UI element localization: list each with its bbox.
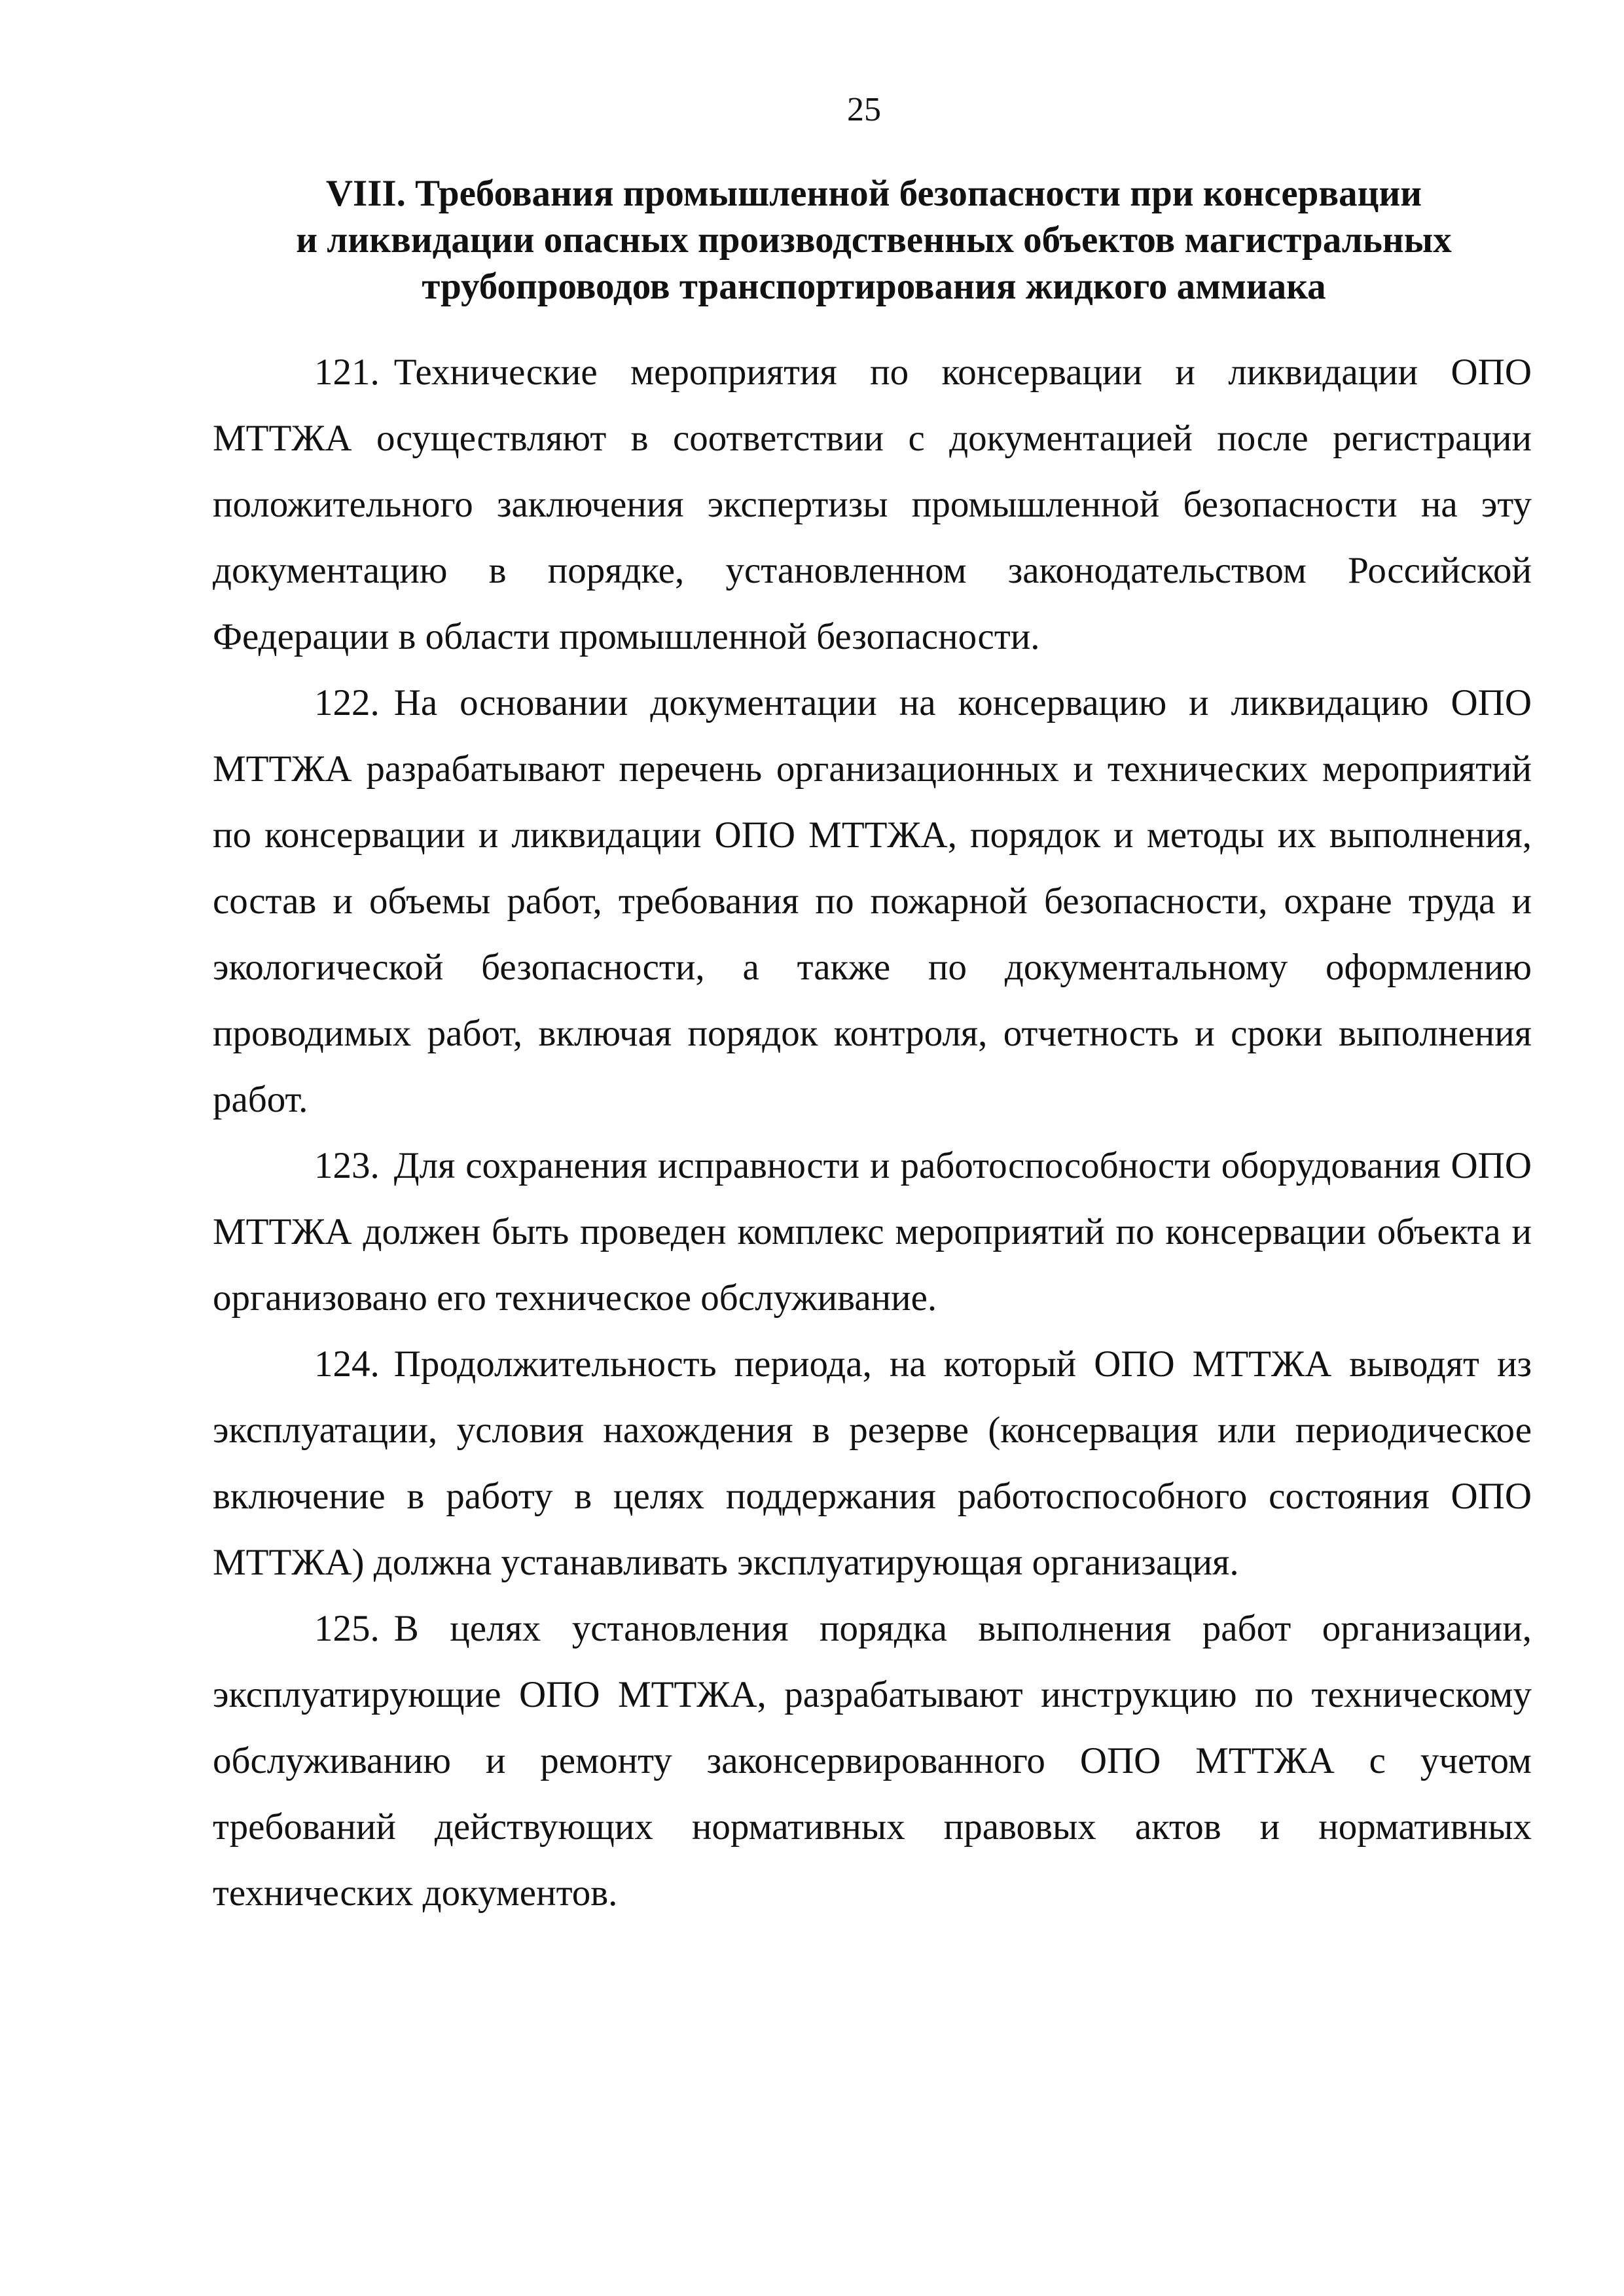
paragraph-125: [213, 1595, 1532, 1926]
section-title: [255, 170, 1492, 310]
section-title-line-1: VIII. Требования промышленной безопасности при консервации: [325, 173, 1422, 214]
page-number: 25: [847, 91, 881, 128]
paragraph-text: Технические мероприятия по консервации и ликвидации ОПО МТТЖА осуществляют в соответствии с документацией после регистрации положительного заключения экспертизы промышленной безопасности на эту документацию в порядке, установленном законодательством Российской Федерации в области промышленной безопасности.: [213, 352, 1532, 657]
section-title-line-2: и ликвидации опасных производственных объектов магистральных: [296, 219, 1452, 261]
document-body: [213, 339, 1532, 1926]
paragraph-number: 123.: [314, 1145, 380, 1186]
paragraph-text: Для сохранения исправности и работоспособности оборудования ОПО МТТЖА должен быть проведен комплекс мероприятий по консервации объекта и организовано его техническое обслуживание.: [213, 1145, 1532, 1319]
paragraph-124: [213, 1331, 1532, 1595]
paragraph-text: На основании документации на консервацию и ликвидацию ОПО МТТЖА разрабатывают перечень организационных и технических мероприятий по консервации и ликвидации ОПО МТТЖА, порядок и методы их выполнения, состав и объемы работ, требования по пожарной безопасности, охране труда и экологической безопасности, а также по документальному оформлению проводимых работ, включая порядок контроля, отчетность и сроки выполнения работ.: [213, 682, 1532, 1120]
paragraph-number: 125.: [314, 1608, 380, 1649]
paragraph-text: Продолжительность периода, на который ОПО МТТЖА выводят из эксплуатации, условия нахождения в резерве (консервация или периодическое включение в работу в целях поддержания работоспособного состояния ОПО МТТЖА) должна устанавливать эксплуатирующая организация.: [213, 1343, 1532, 1583]
paragraph-number: 122.: [314, 682, 380, 723]
paragraph-number: 124.: [314, 1343, 380, 1385]
paragraph-121: [213, 339, 1532, 670]
paragraph-text: В целях установления порядка выполнения работ организации, эксплуатирующие ОПО МТТЖА, разрабатывают инструкцию по техническому обслуживанию и ремонту законсервированного ОПО МТТЖА с учетом требований действующих нормативных правовых актов и нормативных технических документов.: [213, 1608, 1532, 1914]
paragraph-number: 121.: [314, 352, 380, 393]
paragraph-123: [213, 1133, 1532, 1331]
section-title-line-3: трубопроводов транспортирования жидкого аммиака: [422, 266, 1326, 307]
paragraph-122: [213, 670, 1532, 1133]
